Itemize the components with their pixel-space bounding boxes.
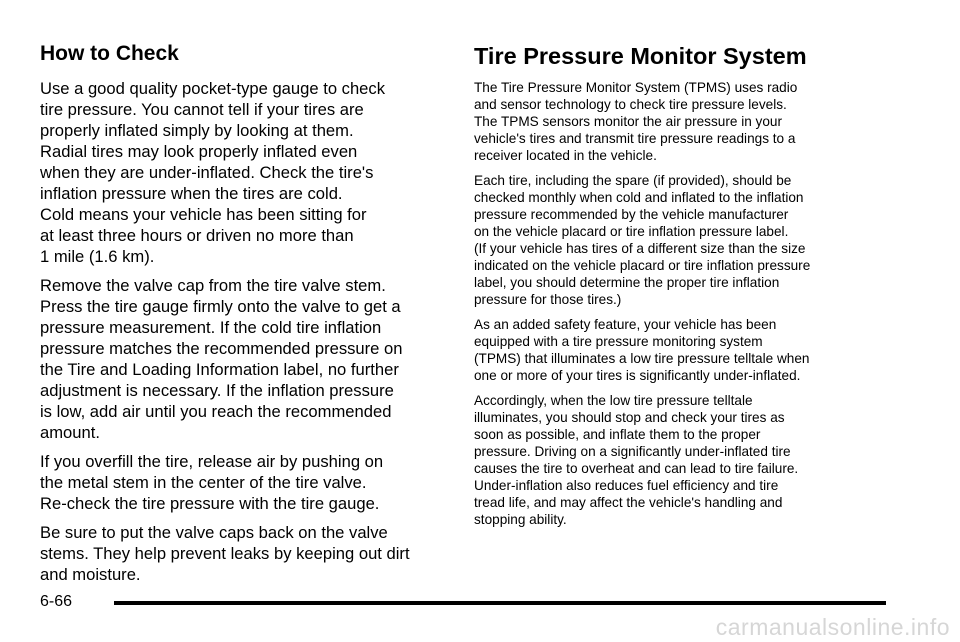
- section-heading-tpms: Tire Pressure Monitor System: [474, 43, 807, 69]
- section-heading-how-to-check: How to Check: [40, 42, 179, 65]
- footer-rule: [114, 601, 886, 605]
- paragraph: Be sure to put the valve caps back on the valve stems. They help prevent leaks by keeping out dirt and moisture.: [40, 523, 410, 584]
- paragraph: The Tire Pressure Monitor System (TPMS) uses radio and sensor technology to check tire pressure levels. The TPMS sensors monitor the air pressure in your vehicle's tires and transmit tire pressure readings to a receiver located in the vehicle.: [474, 80, 798, 163]
- right-column: [474, 40, 894, 536]
- page-number: 6-66: [40, 593, 73, 610]
- paragraph: As an added safety feature, your vehicle has been equipped with a tire pressure monitoring system (TPMS) that illuminates a low tire pressure telltale when one or more of your tires is significantly under-inflated.: [474, 317, 810, 383]
- left-column: [40, 40, 450, 593]
- paragraph: Remove the valve cap from the tire valve stem. Press the tire gauge firmly onto the valve to get a pressure measurement. If the cold tire inflation pressure matches the recommended pressure on the Tire and Loading Information label, no further adjustment is necessary. If the inflation pressure is low, add air until you reach the recommended amount.: [40, 276, 403, 442]
- paragraph: If you overfill the tire, release air by pushing on the metal stem in the center of the tire valve. Re-check the tire pressure with the tire gauge.: [40, 452, 384, 513]
- paragraph: Use a good quality pocket-type gauge to check tire pressure. You cannot tell if your tires are properly inflated simply by looking at them. Radial tires may look properly inflated even when they are under-inflated. Check the tire's inflation pressure when the tires are cold. Cold means your vehicle has been sitting for at least three hours or driven no more than 1 mile (1.6 km).: [40, 79, 386, 266]
- paragraph: Each tire, including the spare (if provided), should be checked monthly when cold and inflated to the inflation pressure recommended by the vehicle manufacturer on the vehicle placard or tire inflation pressure label. (If your vehicle has tires of a different size than the size indicated on the vehicle placard or tire inflation pressure label, you should determine the proper tire inflation pressure for those tires.): [474, 173, 811, 307]
- paragraph: Accordingly, when the low tire pressure telltale illuminates, you should stop and check your tires as soon as possible, and inflate them to the proper pressure. Driving on a significantly under-inflated tire causes the tire to overheat and can lead to tire failure. Under-inflation also reduces fuel efficiency and tire tread life, and may affect the vehicle's handling and stopping ability.: [474, 393, 799, 527]
- watermark-text: carmanualsonline.info: [715, 614, 950, 640]
